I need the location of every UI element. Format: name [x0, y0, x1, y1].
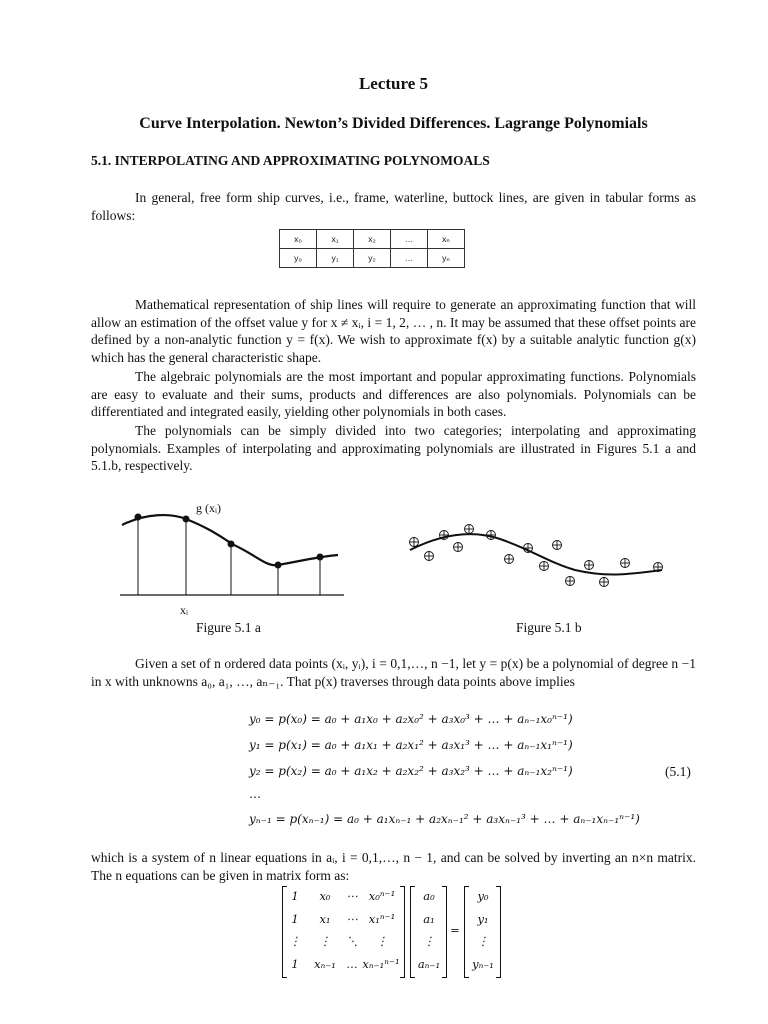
matrix-cell: x₁ⁿ⁻¹	[368, 912, 396, 926]
approximating-curve	[410, 534, 662, 574]
matrix-bracket-left	[282, 886, 287, 978]
scatter-point	[621, 559, 630, 568]
matrix-cell: xₙ₋₁	[314, 957, 336, 971]
vector-a-cell: ⋮	[423, 934, 435, 948]
vector-a-cell: a₀	[423, 889, 435, 903]
figure-b-caption: Figure 5.1 b	[516, 620, 582, 635]
table-cell: x₁	[317, 230, 354, 249]
table-cell: x₀	[280, 230, 317, 249]
scatter-point	[465, 525, 474, 534]
data-point	[228, 541, 235, 548]
figure-a-label-x: xᵢ	[180, 603, 188, 617]
scatter-point	[553, 541, 562, 550]
table-cell: …	[391, 230, 428, 249]
paragraph-linear-system: which is a system of n linear equations in aᵢ, i = 0,1,…, n − 1, and can be solved by inverting an n×n matrix. The n equations can be given in matrix form as:	[91, 850, 696, 883]
table-cell: xₙ	[428, 230, 465, 249]
paragraph-categories: The polynomials can be simply divided into two categories; interpolating and approximating polynomials. Examples of interpolating and approximating polynomials are illustrated in Figures 5.1 a and 5.1.b, respectively.	[91, 423, 696, 473]
matrix-equation	[282, 886, 507, 978]
lecture-title: Lecture 5	[358, 74, 429, 93]
vector-y-cell: y₀	[477, 889, 489, 903]
vector-y-cell: ⋮	[477, 934, 489, 948]
scatter-point	[440, 531, 449, 540]
vector-a-cell: aₙ₋₁	[417, 957, 441, 971]
equation-row: yₙ₋₁ = p(xₙ₋₁) = a₀ + a₁xₙ₋₁ + a₂xₙ₋₁² + a₃xₙ₋₁³ + … + aₙ₋₁xₙ₋₁ⁿ⁻¹)	[249, 812, 640, 826]
lecture-subtitle: Curve Interpolation. Newton’s Divided Differences. Lagrange Polynomials	[139, 115, 648, 132]
paragraph-data-points: Given a set of n ordered data points (xᵢ, yᵢ), i = 0,1,…, n −1, let y = p(x) be a polynomial of degree n −1 in x with unknowns a₀, a₁, …, aₙ₋₁. That p(x) traverses through data points above implies	[91, 656, 696, 689]
section-heading: 5.1. INTERPOLATING AND APPROXIMATING POLYNOMOALS	[91, 153, 490, 168]
matrix-bracket-right	[400, 886, 405, 978]
matrix-cell: ⋯	[346, 912, 358, 926]
table-cell: …	[391, 249, 428, 268]
matrix-cell: ⋯	[346, 889, 358, 903]
scatter-point	[425, 552, 434, 561]
scatter-point	[600, 578, 609, 587]
scatter-point	[524, 544, 533, 553]
vector-y-cell: yₙ₋₁	[472, 957, 494, 971]
scatter-point	[410, 538, 419, 547]
table-cell: y₀	[280, 249, 317, 268]
equation-row: y₀ = p(x₀) = a₀ + a₁x₀ + a₂x₀² + a₃x₀³ + … + aₙ₋₁x₀ⁿ⁻¹)	[249, 712, 573, 726]
paragraph-representation: Mathematical representation of ship lines will require to generate an approximating function that will allow an estimation of the offset value y for x ≠ xᵢ, i = 1, 2, … , n. It may be assumed that these offset points are defined by a non-analytic function y = f(x). We wish to approximate f(x) by a suitable analytic function g(x) which has the general characteristic shape.	[91, 297, 696, 365]
equation-row: y₁ = p(x₁) = a₀ + a₁x₁ + a₂x₁² + a₃x₁³ + … + aₙ₋₁x₁ⁿ⁻¹)	[249, 738, 573, 752]
figure-5-1a-diagram	[116, 495, 346, 625]
matrix-cell: 1	[291, 912, 299, 926]
equals-sign: =	[450, 923, 460, 937]
scatter-point	[487, 531, 496, 540]
paragraph-polynomials: The algebraic polynomials are the most important and popular approximating functions. Polynomials are easy to evaluate and their sums, products and differences are also polynomials. Polynomials can be differentiated and integrated easily, yielding other polynomials in both cases.	[91, 369, 696, 419]
interpolating-curve	[122, 515, 338, 565]
matrix-cell: xₙ₋₁ⁿ⁻¹	[362, 957, 400, 971]
table-cell: x₂	[354, 230, 391, 249]
table-cell: y₂	[354, 249, 391, 268]
table-cell: y₁	[317, 249, 354, 268]
scatter-point	[505, 555, 514, 564]
matrix-cell: …	[346, 957, 358, 971]
scatter-point	[566, 577, 575, 586]
figure-5-1b-diagram	[400, 515, 675, 590]
matrix-cell: ⋮	[289, 934, 301, 948]
scatter-point	[585, 561, 594, 570]
matrix-cell: 1	[291, 889, 299, 903]
data-point	[275, 562, 282, 569]
figure-a-caption: Figure 5.1 a	[196, 620, 261, 635]
matrix-cell: ⋮	[376, 934, 388, 948]
paragraph-intro: In general, free form ship curves, i.e., frame, waterline, buttock lines, are given in tabular forms as follows:	[91, 190, 696, 223]
matrix-cell: x₀ⁿ⁻¹	[368, 889, 396, 903]
equation-ellipsis: …	[249, 787, 261, 801]
data-point	[317, 554, 324, 561]
matrix-cell: ⋱	[346, 934, 358, 948]
vector-y-cell: y₁	[477, 912, 489, 926]
matrix-cell: x₀	[319, 889, 331, 903]
equation-number: (5.1)	[665, 764, 691, 779]
vector-a-cell: a₁	[423, 912, 435, 926]
matrix-cell: x₁	[319, 912, 331, 926]
data-point	[183, 516, 190, 523]
scatter-point	[654, 563, 663, 572]
equation-row: y₂ = p(x₂) = a₀ + a₁x₂ + a₂x₂² + a₃x₂³ + … + aₙ₋₁x₂ⁿ⁻¹)	[249, 764, 573, 778]
figure-a-label-g: g (xᵢ)	[196, 501, 221, 515]
scatter-point	[454, 543, 463, 552]
matrix-cell: 1	[291, 957, 299, 971]
data-point	[135, 514, 142, 521]
offset-table	[279, 229, 465, 268]
scatter-point	[540, 562, 549, 571]
matrix-cell: ⋮	[319, 934, 331, 948]
table-cell: yₙ	[428, 249, 465, 268]
